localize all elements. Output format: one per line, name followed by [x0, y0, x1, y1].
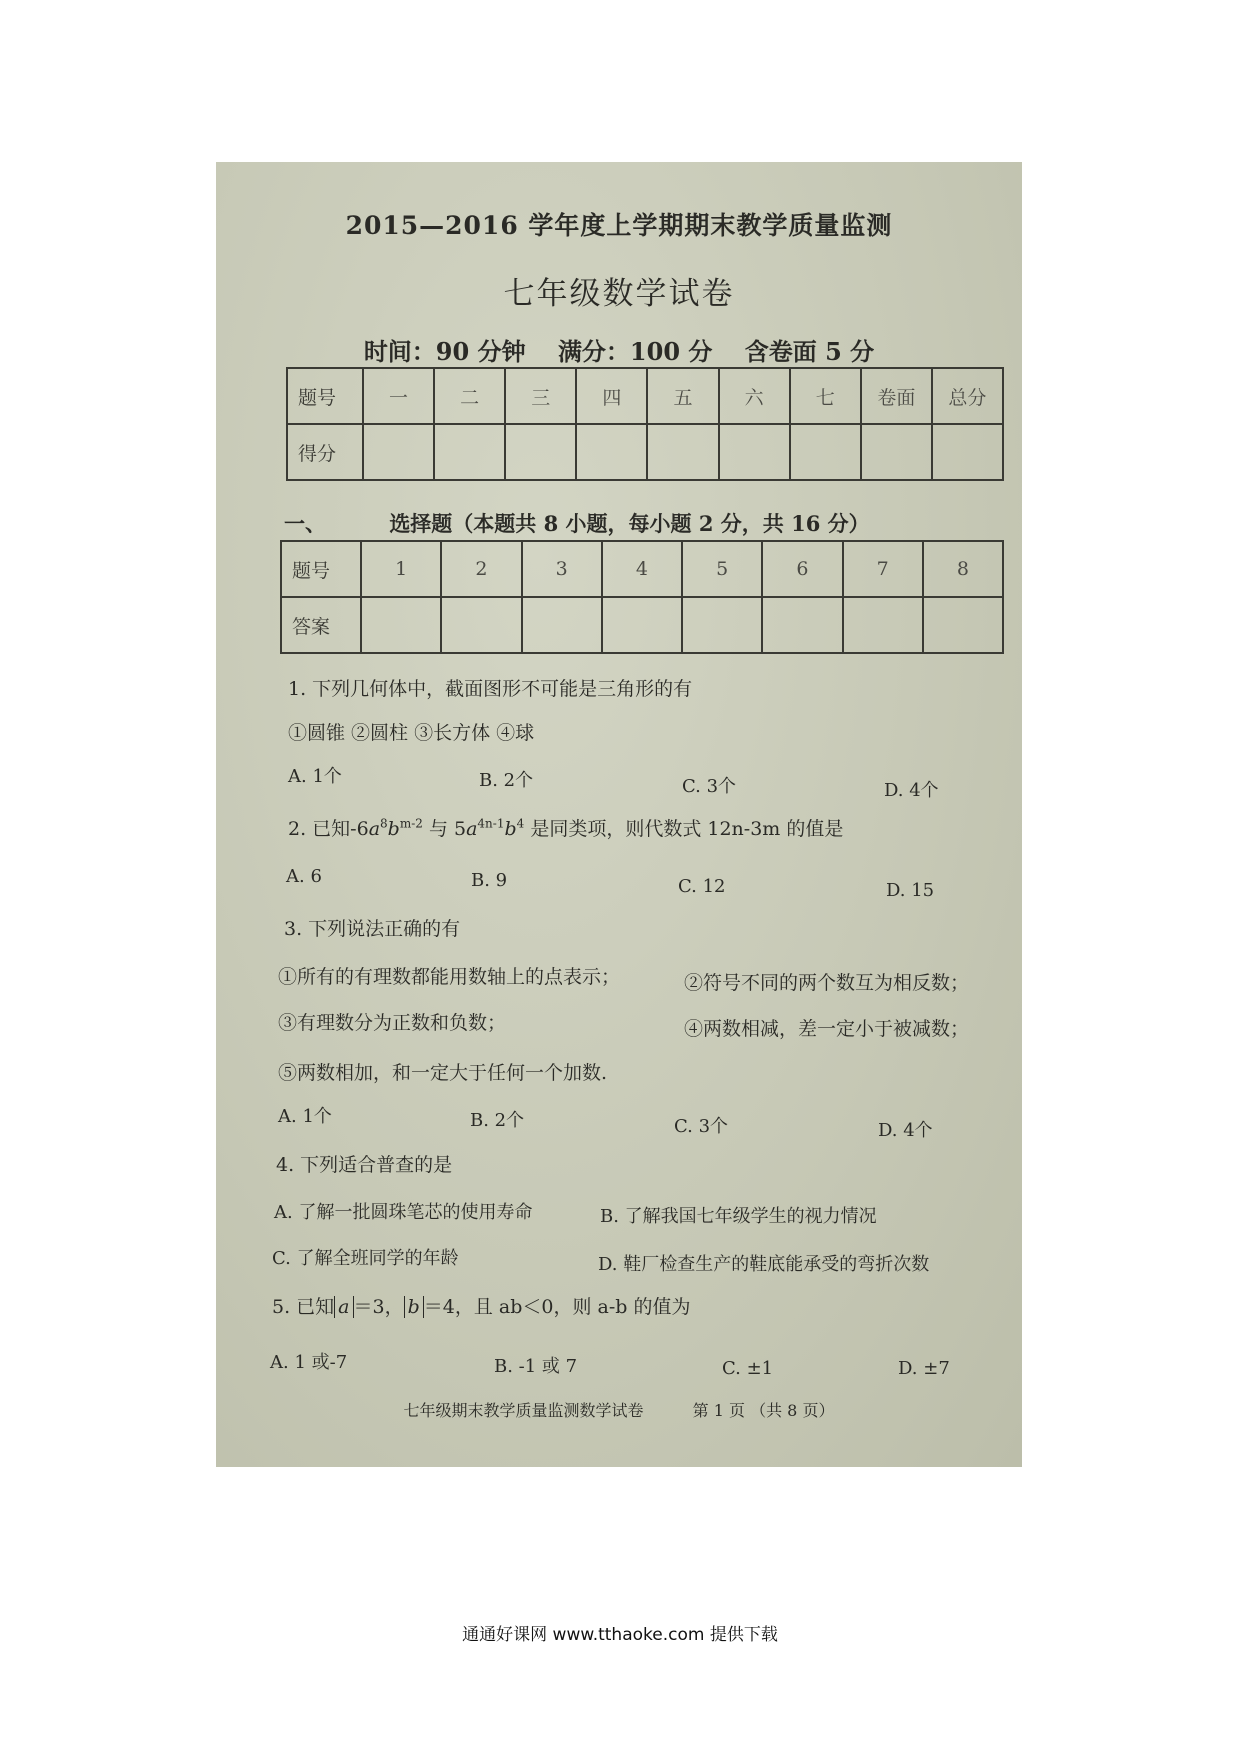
- question-2-option-a: A. 6: [286, 866, 322, 887]
- question-1-items: ①圆锥 ②圆柱 ③长方体 ④球: [288, 722, 535, 744]
- answer-col: 8: [923, 541, 1003, 597]
- question-5-option-b: B. -1 或 7: [494, 1356, 578, 1377]
- page-footer: [216, 1398, 1022, 1421]
- question-1-option-c: C. 3个: [682, 776, 737, 797]
- question-5-eq-b: ＝4，且 ab＜0，则 a-b 的值为: [423, 1296, 691, 1318]
- question-1-option-a: A. 1个: [288, 766, 342, 787]
- score-cell: [505, 424, 576, 480]
- exam-full-marks: 满分：100 分: [557, 337, 713, 366]
- answer-cell: [682, 597, 762, 653]
- question-2-mid: 与 5: [428, 818, 467, 840]
- score-col: 七: [790, 368, 861, 424]
- exam-info: [216, 332, 1022, 367]
- score-col: 四: [576, 368, 647, 424]
- question-2-suffix: 是同类项，则代数式 12n-3m 的值是: [530, 818, 844, 840]
- question-5-option-a: A. 1 或-7: [270, 1352, 348, 1373]
- score-cell: [932, 424, 1003, 480]
- footer-exam-name: 七年级期末教学质量监测数学试卷: [403, 1401, 644, 1420]
- score-table-score-row: [287, 424, 1003, 480]
- answer-col: 2: [441, 541, 521, 597]
- question-4-option-b: B. 了解我国七年级学生的视力情况: [600, 1206, 877, 1227]
- answer-col: 5: [682, 541, 762, 597]
- question-3-statement-3: ③有理数分为正数和负数；: [278, 1012, 507, 1034]
- score-table-header-row: [287, 368, 1003, 424]
- question-5-prefix: 5. 已知: [272, 1296, 335, 1318]
- answer-table-answer-row: [281, 597, 1003, 653]
- answer-cell: [843, 597, 923, 653]
- question-5-option-c: C. ±1: [722, 1358, 774, 1379]
- question-2-var-a2: a: [466, 818, 478, 840]
- score-cell: [790, 424, 861, 480]
- score-table: [286, 367, 1004, 481]
- answer-table-header-label: 题号: [281, 541, 361, 597]
- question-1-option-d: D. 4个: [884, 780, 939, 801]
- question-5-stem: [272, 1292, 690, 1319]
- question-3-option-d: D. 4个: [878, 1120, 933, 1141]
- answer-cell: [762, 597, 842, 653]
- question-5-option-d: D. ±7: [898, 1358, 950, 1379]
- question-2-option-b: B. 9: [471, 870, 508, 891]
- question-5-abs-a: a: [334, 1296, 353, 1318]
- score-col: 六: [719, 368, 790, 424]
- question-3-statement-5: ⑤两数相加，和一定大于任何一个加数.: [278, 1062, 608, 1084]
- score-col: 一: [363, 368, 434, 424]
- question-2-exp-b: m-2: [399, 816, 423, 831]
- exam-neatness-marks: 含卷面 5 分: [744, 337, 875, 366]
- exam-title: 2015—2016 学年度上学期期末教学质量监测: [345, 211, 893, 240]
- question-4-option-a: A. 了解一批圆珠笔芯的使用寿命: [274, 1202, 533, 1223]
- section-number: 一、: [284, 511, 326, 536]
- answer-col: 7: [843, 541, 923, 597]
- question-2-prefix: 2. 已知-6: [288, 818, 369, 840]
- question-1-stem: 1. 下列几何体中，截面图形不可能是三角形的有: [288, 678, 693, 700]
- answer-cell: [361, 597, 441, 653]
- answer-cell: [602, 597, 682, 653]
- answer-table-header-row: [281, 541, 1003, 597]
- score-cell: [647, 424, 718, 480]
- question-2-stem: [288, 814, 843, 841]
- score-table-row-label: 得分: [287, 424, 363, 480]
- score-cell: [861, 424, 932, 480]
- download-credit: 通通好课网 www.tthaoke.com 提供下载: [462, 1625, 778, 1645]
- score-col: 五: [647, 368, 718, 424]
- score-col: 总分: [932, 368, 1003, 424]
- section-title: 选择题（本题共 8 小题，每小题 2 分，共 16 分）: [389, 511, 870, 536]
- score-cell: [363, 424, 434, 480]
- question-4-stem: 4. 下列适合普查的是: [276, 1154, 453, 1176]
- exam-time: 时间：90 分钟: [363, 337, 526, 366]
- question-5-eq-a: ＝3，: [353, 1296, 404, 1318]
- answer-col: 6: [762, 541, 842, 597]
- question-3-option-c: C. 3个: [674, 1116, 729, 1137]
- score-cell: [576, 424, 647, 480]
- exam-page-photo: [216, 162, 1022, 1467]
- question-3-statement-1: ①所有的有理数都能用数轴上的点表示；: [278, 966, 621, 988]
- score-col: 二: [434, 368, 505, 424]
- answer-col: 1: [361, 541, 441, 597]
- score-table-header-label: 题号: [287, 368, 363, 424]
- exam-subject-title: 七年级数学试卷: [503, 276, 735, 312]
- answer-table: [280, 540, 1004, 654]
- footer-page-number: 第 1 页 （共 8 页）: [692, 1401, 835, 1420]
- question-2-var-b: b: [387, 818, 400, 840]
- answer-cell: [441, 597, 521, 653]
- score-col: 三: [505, 368, 576, 424]
- question-3-statement-2: ②符号不同的两个数互为相反数；: [684, 972, 970, 994]
- question-2-exp-a2: 4n-1: [477, 816, 505, 831]
- answer-col: 4: [602, 541, 682, 597]
- answer-col: 3: [522, 541, 602, 597]
- question-2-option-c: C. 12: [678, 876, 726, 897]
- question-3-statement-4: ④两数相减，差一定小于被减数；: [684, 1018, 970, 1040]
- question-2-var-a: a: [368, 818, 381, 840]
- score-col: 卷面: [861, 368, 932, 424]
- answer-table-row-label: 答案: [281, 597, 361, 653]
- question-4-option-d: D. 鞋厂检查生产的鞋底能承受的弯折次数: [598, 1254, 930, 1275]
- question-3-option-b: B. 2个: [470, 1110, 525, 1131]
- question-1-option-b: B. 2个: [479, 770, 534, 791]
- question-3-stem: 3. 下列说法正确的有: [284, 918, 461, 940]
- question-3-option-a: A. 1个: [278, 1106, 332, 1127]
- answer-cell: [923, 597, 1003, 653]
- question-2-exp-a: 8: [380, 816, 388, 831]
- section-heading: [284, 508, 870, 538]
- score-cell: [434, 424, 505, 480]
- question-4-option-c: C. 了解全班同学的年龄: [272, 1248, 459, 1269]
- question-2-var-b2: b: [504, 818, 517, 840]
- question-2-exp-b2: 4: [516, 816, 525, 831]
- answer-cell: [522, 597, 602, 653]
- question-5-abs-b: b: [404, 1296, 424, 1318]
- question-2-option-d: D. 15: [886, 880, 935, 901]
- score-cell: [719, 424, 790, 480]
